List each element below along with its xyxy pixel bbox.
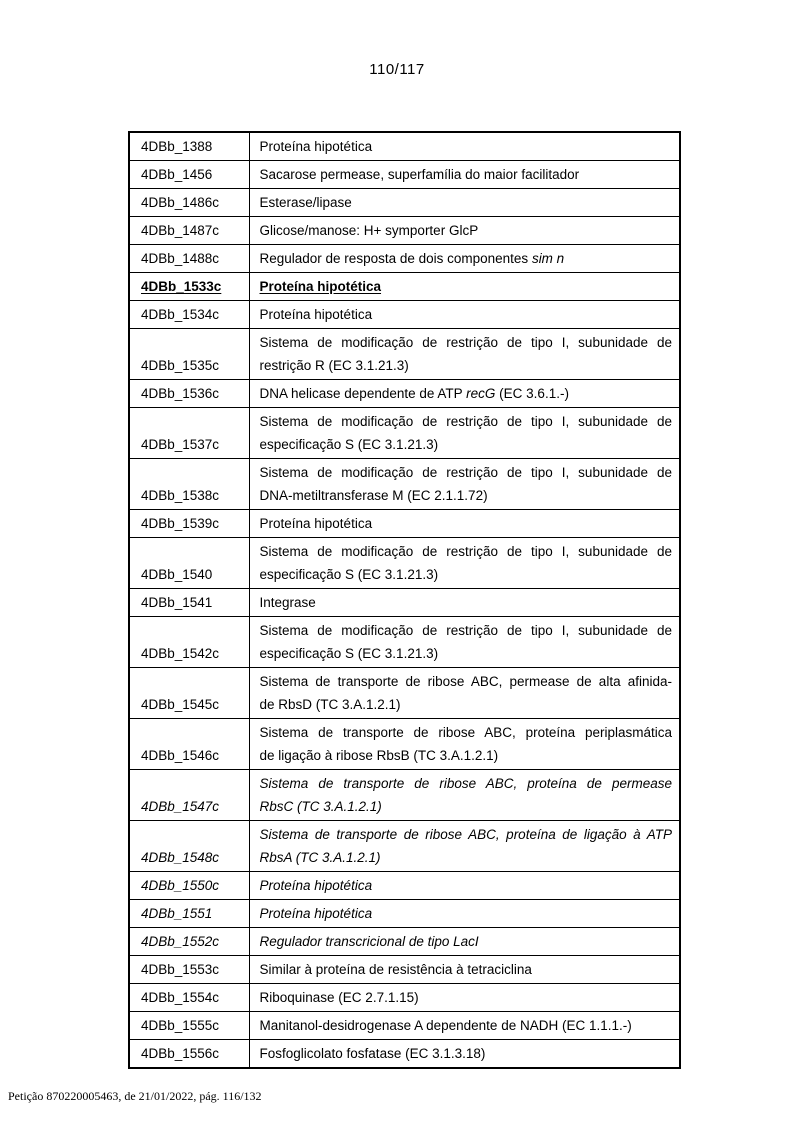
- gene-desc-cell: [249, 1040, 680, 1069]
- desc-line: Proteína hipotética: [259, 516, 373, 531]
- gene-id-cell: 4DBb_1542c: [129, 617, 249, 668]
- desc-line: Proteína hipotética: [259, 279, 382, 294]
- gene-id-cell: 4DBb_1540: [129, 538, 249, 589]
- gene-desc-cell: [249, 408, 680, 459]
- table-row: [129, 617, 680, 668]
- gene-id-cell: 4DBb_1547c: [129, 770, 249, 821]
- gene-desc-cell: [249, 668, 680, 719]
- gene-id-cell: 4DBb_1487c: [129, 217, 249, 245]
- gene-desc-cell: [249, 510, 680, 538]
- gene-id-cell: 4DBb_1545c: [129, 668, 249, 719]
- table-row: [129, 1040, 680, 1069]
- desc-line: Sistema de transporte de ribose ABC, proteína de permease: [259, 776, 672, 791]
- gene-id-cell: 4DBb_1555c: [129, 1012, 249, 1040]
- footer-text: Petição 870220005463, de 21/01/2022, pág. 116/132: [8, 1089, 262, 1103]
- gene-id-cell: 4DBb_1541: [129, 589, 249, 617]
- desc-line: Sistema de transporte de ribose ABC, proteína periplasmática: [259, 725, 672, 740]
- table-row: [129, 161, 680, 189]
- desc-line: Proteína hipotética: [259, 878, 373, 893]
- gene-table-body: [129, 132, 680, 1068]
- gene-desc-cell: [249, 1012, 680, 1040]
- desc-line: especificação S (EC 3.1.21.3): [259, 567, 439, 582]
- gene-id-cell: 4DBb_1548c: [129, 821, 249, 872]
- desc-line: Esterase/lipase: [259, 195, 352, 210]
- desc-line: especificação S (EC 3.1.21.3): [259, 437, 439, 452]
- desc-line: RbsC (TC 3.A.1.2.1): [259, 799, 382, 814]
- gene-desc-cell: [249, 617, 680, 668]
- gene-id-cell: 4DBb_1534c: [129, 301, 249, 329]
- gene-id-cell: 4DBb_1388: [129, 132, 249, 161]
- desc-line: Sistema de transporte de ribose ABC, proteína de ligação à ATP: [259, 827, 672, 842]
- gene-id-cell: 4DBb_1533c: [129, 273, 249, 301]
- desc-line: de RbsD (TC 3.A.1.2.1): [259, 697, 401, 712]
- gene-desc-cell: [249, 459, 680, 510]
- desc-line: de ligação à ribose RbsB (TC 3.A.1.2.1): [259, 748, 499, 763]
- desc-line: Sistema de modificação de restrição de tipo I, subunidade de: [259, 623, 672, 638]
- table-row: [129, 928, 680, 956]
- desc-line: Fosfoglicolato fosfatase (EC 3.1.3.18): [259, 1046, 486, 1061]
- gene-desc-cell: [249, 770, 680, 821]
- desc-line: Regulador de resposta de dois componentes sim n: [259, 251, 565, 266]
- table-row: [129, 719, 680, 770]
- desc-line: Riboquinase (EC 2.7.1.15): [259, 990, 419, 1005]
- desc-line: Similar à proteína de resistência à tetraciclina: [259, 962, 532, 977]
- table-row: [129, 132, 680, 161]
- gene-desc-cell: [249, 273, 680, 301]
- gene-id-cell: 4DBb_1550c: [129, 872, 249, 900]
- gene-id-cell: 4DBb_1554c: [129, 984, 249, 1012]
- table-row: [129, 301, 680, 329]
- gene-id-cell: 4DBb_1556c: [129, 1040, 249, 1069]
- desc-line: Sacarose permease, superfamília do maior facilitador: [259, 167, 580, 182]
- gene-id-cell: 4DBb_1539c: [129, 510, 249, 538]
- desc-line: Integrase: [259, 595, 316, 610]
- desc-line: especificação S (EC 3.1.21.3): [259, 646, 439, 661]
- gene-id-cell: 4DBb_1488c: [129, 245, 249, 273]
- gene-desc-cell: [249, 719, 680, 770]
- gene-id-cell: 4DBb_1552c: [129, 928, 249, 956]
- desc-line: Sistema de modificação de restrição de tipo I, subunidade de: [259, 335, 672, 350]
- table-row: [129, 510, 680, 538]
- table-row: [129, 1012, 680, 1040]
- desc-line: Manitanol-desidrogenase A dependente de NADH (EC 1.1.1.-): [259, 1018, 632, 1033]
- gene-id-cell: 4DBb_1456: [129, 161, 249, 189]
- desc-line: restrição R (EC 3.1.21.3): [259, 358, 409, 373]
- gene-desc-cell: [249, 245, 680, 273]
- table-row: [129, 380, 680, 408]
- desc-line: Sistema de modificação de restrição de tipo I, subunidade de: [259, 544, 672, 559]
- gene-id-cell: 4DBb_1546c: [129, 719, 249, 770]
- gene-id-cell: 4DBb_1535c: [129, 329, 249, 380]
- desc-line: Proteína hipotética: [259, 139, 373, 154]
- desc-line: Proteína hipotética: [259, 307, 373, 322]
- gene-id-cell: 4DBb_1553c: [129, 956, 249, 984]
- gene-desc-cell: [249, 984, 680, 1012]
- table-row: [129, 984, 680, 1012]
- desc-line: Sistema de modificação de restrição de tipo I, subunidade de: [259, 414, 672, 429]
- desc-line: Regulador transcricional de tipo LacI: [259, 934, 479, 949]
- gene-desc-cell: [249, 538, 680, 589]
- gene-desc-cell: [249, 872, 680, 900]
- table-row: [129, 273, 680, 301]
- gene-id-cell: 4DBb_1536c: [129, 380, 249, 408]
- table-row: [129, 900, 680, 928]
- gene-desc-cell: [249, 132, 680, 161]
- gene-desc-cell: [249, 217, 680, 245]
- table-row: [129, 329, 680, 380]
- table-row: [129, 189, 680, 217]
- gene-desc-cell: [249, 928, 680, 956]
- table-row: [129, 408, 680, 459]
- gene-desc-cell: [249, 329, 680, 380]
- table-row: [129, 589, 680, 617]
- gene-id-cell: 4DBb_1538c: [129, 459, 249, 510]
- desc-line: DNA-metiltransferase M (EC 2.1.1.72): [259, 488, 488, 503]
- table-row: [129, 538, 680, 589]
- gene-desc-cell: [249, 161, 680, 189]
- gene-desc-cell: [249, 589, 680, 617]
- gene-desc-cell: [249, 301, 680, 329]
- table-row: [129, 668, 680, 719]
- page-number: 110/117: [369, 61, 425, 78]
- gene-desc-cell: [249, 380, 680, 408]
- table-row: [129, 956, 680, 984]
- gene-desc-cell: [249, 821, 680, 872]
- desc-line: DNA helicase dependente de ATP recG (EC 3.6.1.-): [259, 386, 569, 401]
- gene-id-cell: 4DBb_1486c: [129, 189, 249, 217]
- table-row: [129, 821, 680, 872]
- table-row: [129, 459, 680, 510]
- desc-line: Sistema de modificação de restrição de tipo I, subunidade de: [259, 465, 672, 480]
- gene-id-cell: 4DBb_1551: [129, 900, 249, 928]
- desc-line: Proteína hipotética: [259, 906, 373, 921]
- gene-desc-cell: [249, 900, 680, 928]
- table-row: [129, 770, 680, 821]
- table-row: [129, 872, 680, 900]
- gene-desc-cell: [249, 189, 680, 217]
- table-row: [129, 245, 680, 273]
- gene-id-cell: 4DBb_1537c: [129, 408, 249, 459]
- desc-line: RbsA (TC 3.A.1.2.1): [259, 850, 381, 865]
- desc-line: Sistema de transporte de ribose ABC, permease de alta afinida-: [259, 674, 672, 689]
- desc-line: Glicose/manose: H+ symporter GlcP: [259, 223, 479, 238]
- gene-table: [128, 131, 681, 1069]
- gene-desc-cell: [249, 956, 680, 984]
- table-row: [129, 217, 680, 245]
